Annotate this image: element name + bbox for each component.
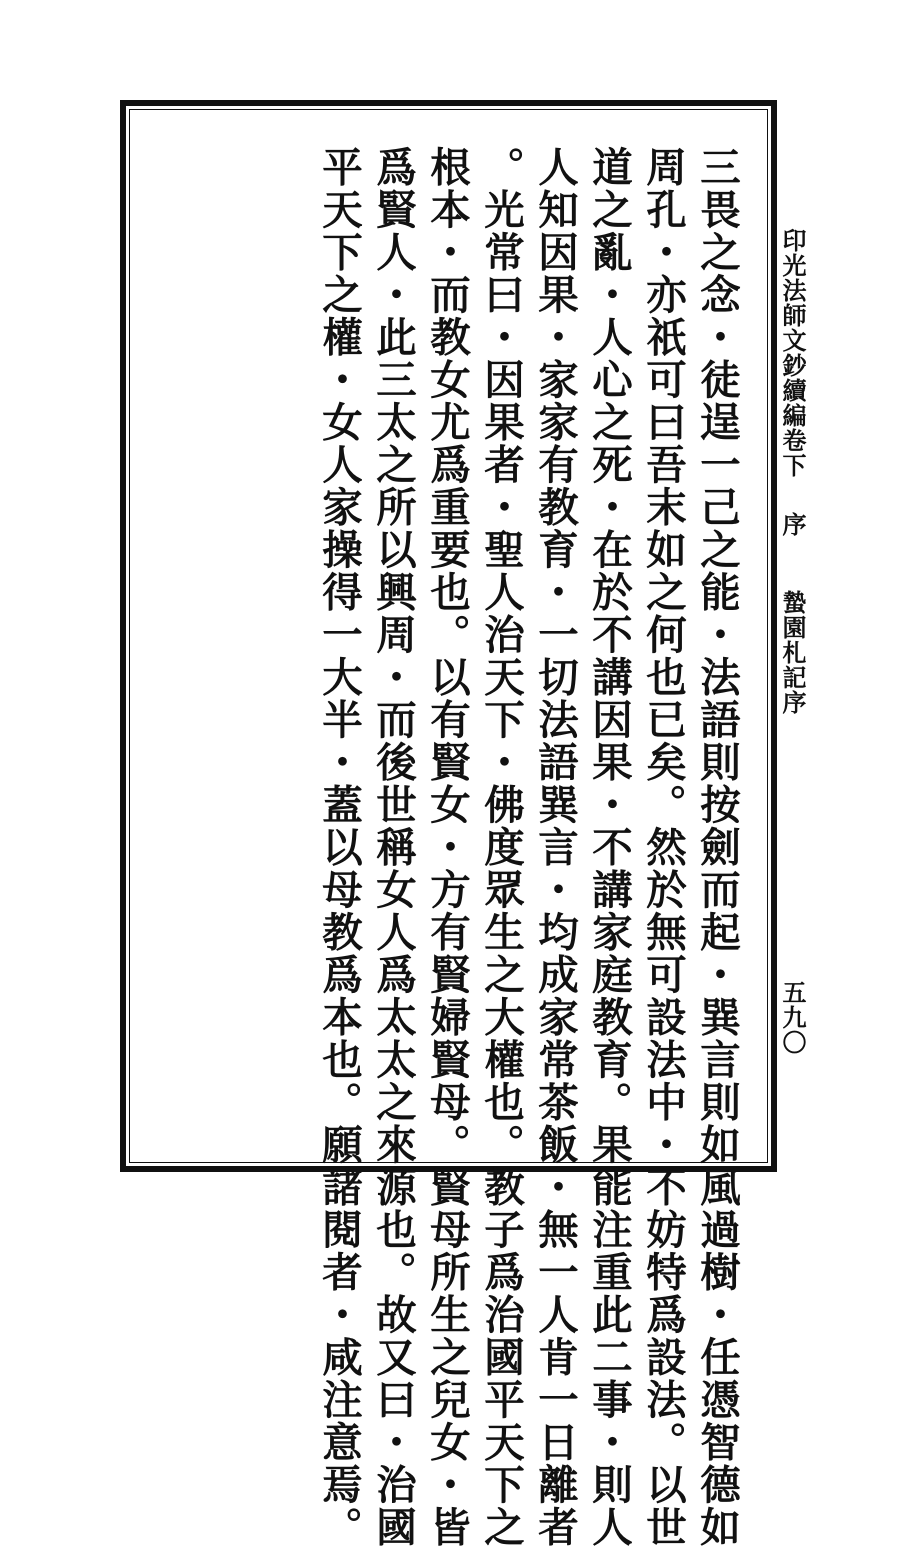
text-column-8: 平天下之權・女人家操得一大半・蓋以母教爲本也。願諸閱者・咸注意焉。 — [315, 146, 363, 1549]
text-column-2: 周孔・亦祇可曰吾末如之何也已矣。然於無可設法中・不妨特爲設法。以世 — [639, 146, 687, 1549]
book-title: 印光法師文鈔續編卷下 — [778, 228, 807, 478]
text-column-3: 道之亂・人心之死・在於不講因果・不講家庭教育。果能注重此二事・則人 — [585, 146, 633, 1549]
text-column-6: 根本・而教女尤爲重要也。以有賢女・方有賢婦賢母。賢母所生之兒女・皆 — [423, 146, 471, 1549]
text-column-5: 。光常曰・因果者・聖人治天下・佛度眾生之大權也。教子爲治國平天下之 — [477, 146, 525, 1549]
page-number: 五九〇 — [778, 980, 807, 1055]
text-column-4: 人知因果・家家有教育・一切法語巽言・均成家常茶飯・無一人肯一日離者 — [531, 146, 579, 1549]
text-column-7: 爲賢人・此三太之所以興周・而後世稱女人爲太太之來源也。故又曰・治國 — [369, 146, 417, 1549]
article-title: 蟄園札記序 — [778, 590, 807, 715]
text-column-1: 三畏之念・徒逞一己之能・法語則按劍而起・巽言則如風過樹・任憑智德如 — [693, 146, 741, 1549]
section-label: 序 — [778, 512, 807, 537]
